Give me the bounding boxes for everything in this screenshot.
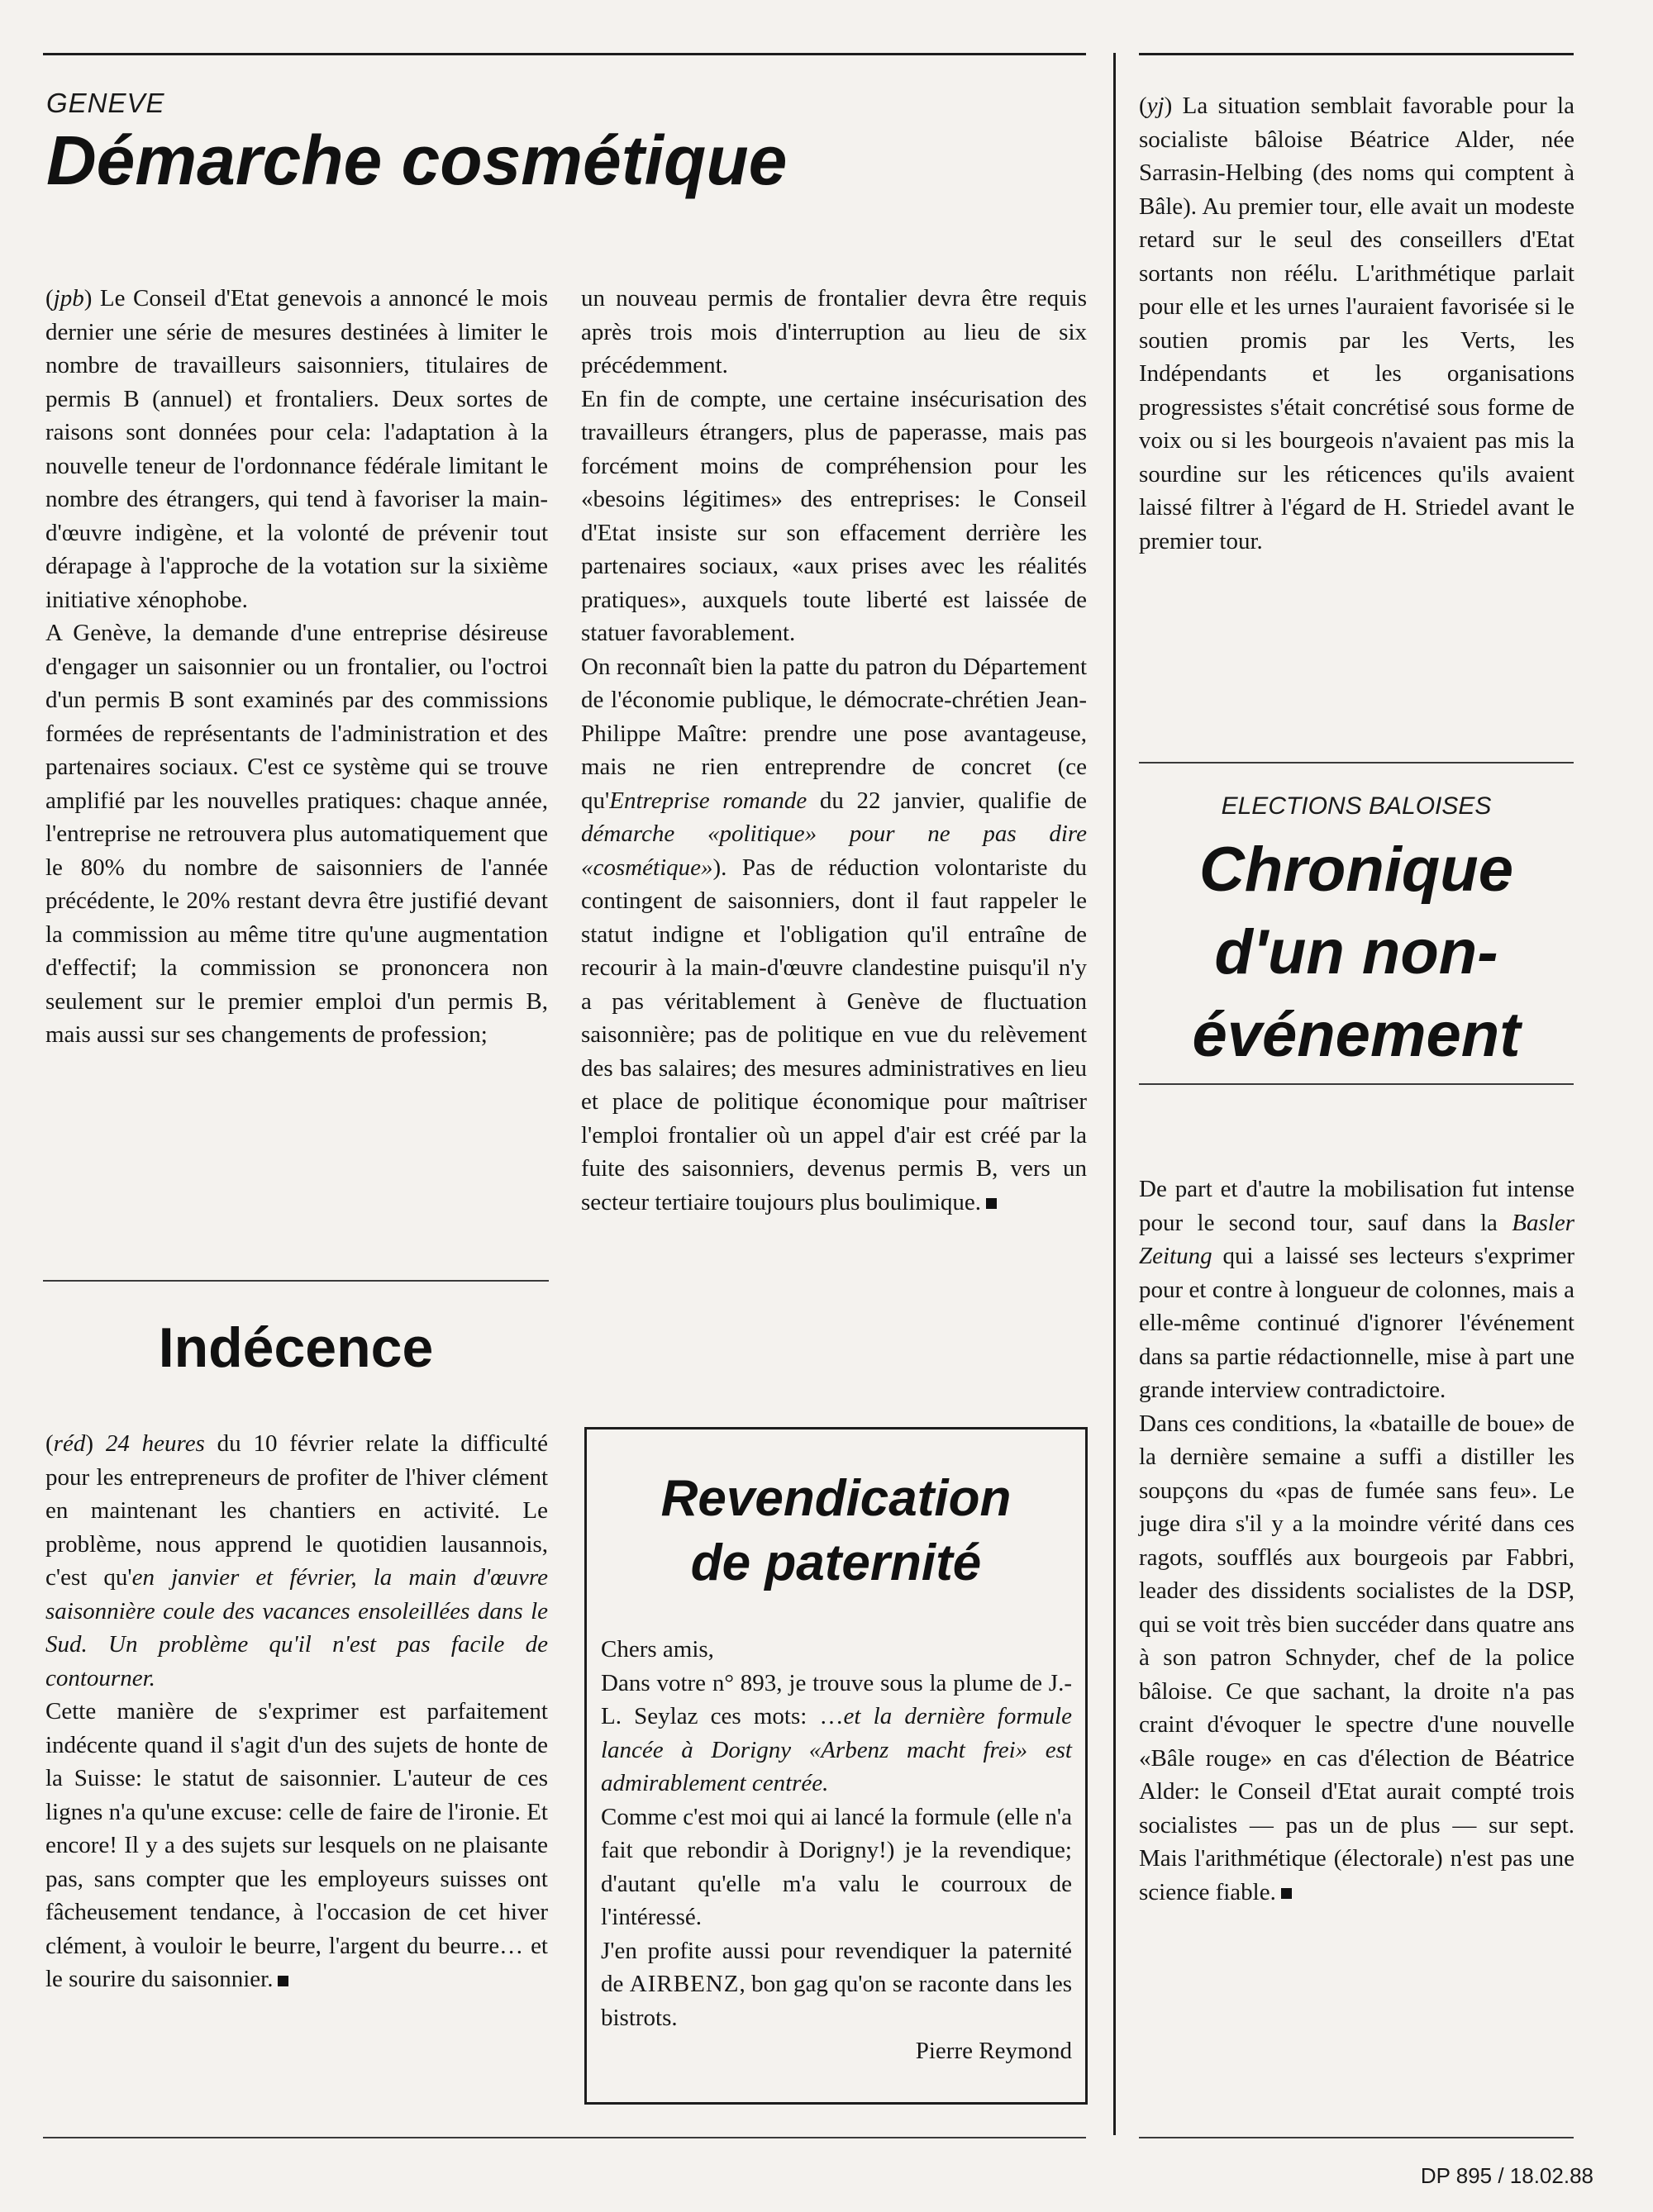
article4-paragraph-2 [1139,1407,1574,1910]
top-rule-left [43,53,1086,55]
article3-paragraph-3 [601,1934,1072,2035]
article3-title [587,1467,1085,1596]
article4-paragraph-1 [1139,1173,1574,1407]
bottom-rule-right [1139,2137,1574,2138]
article1-citation-2: démarche «politique» pour ne pas dire «cosmétique» [581,821,1087,881]
article2-top-rule [43,1280,549,1282]
article4-body [1139,1173,1574,1909]
article1-text-5a: On reconnaît bien la patte du patron du Département de l'économie publique, le démocrate-chrétien Jean-Philippe Maître: prendre une pose avantageuse, mais ne rien entreprendre de concret (ce qu' [581,653,1087,814]
article1-paragraph-5 [581,650,1087,1220]
bottom-rule-left [43,2137,1086,2138]
article4-text-1b: qui a laissé ses lecteurs s'exprimer pour et contre à longueur de colonnes, mais a elle-même continué d'ignorer l'événement dans sa partie rédactionnelle, mise à part une grande interview contradictoire. [1139,1243,1574,1403]
article4-newspaper: Basler Zeitung [1139,1209,1574,1269]
article3-paragraph-2: Comme c'est moi qui ai lancé la formule (elle n'a fait que rebondir à Dorigny!) je la revendique; d'autant qu'elle m'a valu le courroux de l'intéressé. [601,1803,1072,1930]
footer-issue: DP 895 / 18.02.88 [1420,2163,1593,2188]
article2-paragraph-1: (réd) 24 heures du 10 février relate la difficulté pour les entrepreneurs de profiter de l'hiver clément en maintenant les chantiers en activité. Le problème, nous apprend le quotidien lausannois, c'est qu'en janvier et février, la main d'œuvre saisonnière coule des vacances ensoleillées dans le Sud. Un problème qu'il n'est pas facile de contourner. [45,1430,548,1691]
article4-text-1a: De part et d'autre la mobilisation fut intense pour le second tour, sauf dans la [1139,1176,1574,1236]
article4-text-2: Dans ces conditions, la «bataille de boue» de la dernière semaine a suffi a distiller les soupçons du «pas de fumée sans feu». Le juge dira s'il y a la moindre vérité dans ces ragots, soufflés aux bourgeois par Fabbri, leader des dissidents socialistes de la DSP, qui se voit très bien succéder dans quatre ans à son patron Schnyder, chef de la police bâloise. Ce que sachant, la droite n'a pas craint d'évoquer le spectre d'une nouvelle «Bâle rouge» en cas d'élection de Béatrice Alder: le Conseil d'Etat aurait compté trois socialistes — pas un de plus — sur sept. Mais l'arithmétique (électorale) n'est pas une science fiable. [1139,1410,1574,1905]
article1-paragraph-3: un nouveau permis de frontalier devra être requis après trois mois d'interruption au lieu de six précédemment. [581,285,1087,378]
article2-body [45,1427,548,1996]
article3-paragraph-1 [601,1667,1072,1801]
article3-text-3a: J'en profite aussi pour revendiquer la paternité de [601,1937,1072,1997]
article1-author: jpb [53,285,84,312]
article2-paragraph-2 [45,1695,548,1996]
article1-paragraph-4: En fin de compte, une certaine insécurisation des travailleurs étrangers, plus de paperasse, mais pas forcément moins de compréhension pour les «besoins légitimes» des entreprises: le Conseil d'Etat insiste sur son effacement derrière les partenaires sociaux, «aux prises avec les réalités pratiques», auxquels toute liberté est laissée de statuer favorablement. [581,385,1087,646]
article4-author: yj [1146,93,1165,119]
article4-title-line-1: Chronique [1199,835,1513,905]
article1-paragraph-2: A Genève, la demande d'une entreprise désireuse d'engager un saisonnier ou un frontalier, ou l'octroi d'un permis B sont examinés par des commissions formées de représentants de l'administration et des partenaires sociaux. C'est ce système qui se trouve amplifié par les nouvelles pratiques: chaque année, l'entreprise ne retrouvera plus automatiquement que le 80% du nombre de saisonniers de l'année précédente, le 20% restant devra être justifié devant la commission au même titre qu'une augmentation d'effectif; la commission se prononcera non seulement sur le premier emploi d'un permis B, mais aussi sur ses changements de profession; [45,620,548,1048]
article3-title-line-2: de paternité [690,1534,982,1591]
article3-title-line-1: Revendication [660,1470,1012,1527]
article1-column-2 [581,282,1087,1219]
article1-kicker: GENEVE [46,88,165,118]
article3-text-1: Dans votre n° 893, je trouve sous la plume de J.-L. Seylaz ces mots: … [601,1669,1072,1729]
article1-citation-1: Entreprise romande [609,787,807,814]
article1-text-5c: ). Pas de réduction volontariste du contingent de saisonniers, dont il faut rappeler le statut indigne et l'obligation qu'il entraîne de recourir à la main-d'œuvre clandestine puisqu'il n'y a pas véritablement à Genève de fluctuation saisonnière; pas de politique en vue du relèvement des bas salaires; des mesures administratives en lieu et place de politique économique pour maîtriser l'emploi frontalier où un appel d'air est créé par la fuite des saisonniers, devenus permis B, vers un secteur tertiaire toujours plus boulimique. [581,854,1087,1215]
article4-intro-text: La situation semblait favorable pour la socialiste bâloise Béatrice Alder, née Sarrasin-Helbing (des noms qui comptent à Bâle). Au premier tour, elle avait un modeste retard sur le seul des conseillers d'Etat sortants non réélu. L'arithmétique parlait pour elle et les urnes l'auraient favorisée si le soutien promis par les Verts, les Indépendants et les organisations progressistes s'était concrétisé sous forme de voix ou si les bourgeois n'avaient pas mis la sourdine sur les réticences qu'ils avaient laissé filtrer à l'égard de H. Striedel avant le premier tour. [1139,93,1574,554]
article1-column-1 [45,282,548,1052]
column-divider [1113,53,1116,2135]
end-mark-icon [986,1198,997,1209]
article2-text-1: du 10 février relate la difficulté pour les entrepreneurs de profiter de l'hiver clément en maintenant les chantiers en activité. Le problème, nous apprend le quotidien lausannois, c'est qu' [45,1430,548,1591]
end-mark-icon [278,1976,288,1986]
top-rule-right [1139,53,1574,55]
article1-title: Démarche cosmétique [46,121,788,199]
article3-brand: AIRBENZ [629,1971,740,1997]
article4-title [1139,829,1574,1077]
article3-quote: et la dernière formule lancée à Dorigny «Arbenz macht frei» est admirablement centrée. [601,1703,1072,1796]
article4-intro-paragraph: (yj) La situation semblait favorable pour la socialiste bâloise Béatrice Alder, née Sarrasin-Helbing (des noms qui comptent à Bâle). Au premier tour, elle avait un modeste retard sur le seul des conseillers d'Etat sortants non réélu. L'arithmétique parlait pour elle et les urnes l'auraient favorisée si le soutien promis par les Verts, les Indépendants et les organisations progressistes s'était concrétisé sous forme de voix ou si les bourgeois n'avaient pas mis la sourdine sur les réticences qu'ils avaient laissé filtrer à l'égard de H. Striedel avant le premier tour. [1139,93,1574,554]
article4-title-rule [1139,1083,1574,1085]
article2-quote: en janvier et février, la main d'œuvre saisonnière coule des vacances ensoleillées dans le Sud. Un problème qu'il n'est pas facile de contourner. [45,1564,548,1691]
article4-title-line-3: événement [1192,1000,1521,1070]
article4-title-line-2: d'un non- [1214,917,1498,987]
article4-intro [1139,89,1574,558]
article1-paragraph-1: (jpb) Le Conseil d'Etat genevois a annoncé le mois dernier une série de mesures destinées à limiter le nombre de travailleurs saisonniers, titulaires de permis B (annuel) et frontaliers. Deux sortes de raisons sont données pour cela: l'adaptation à la nouvelle teneur de l'ordonnance fédérale limitant le nombre des étrangers, qui tend à favoriser la main-d'œuvre indigène, et la volonté de prévenir tout dérapage à l'approche de la votation sur la sixième initiative xénophobe. [45,285,548,613]
article2-author: réd [53,1430,86,1457]
article4-kicker: ELECTIONS BALOISES [1221,792,1492,820]
article2-title: Indécence [158,1316,434,1379]
article4-top-rule [1139,762,1574,763]
article2-newspaper: 24 heures [105,1430,205,1457]
article3-text-3b: , bon gag qu'on se raconte dans les bistrots. [601,1971,1072,2031]
article3-signature: Pierre Reymond [915,2038,1072,2064]
article3-greeting: Chers amis, [601,1636,714,1663]
article3-body [601,1633,1072,2068]
article1-text-5b: du 22 janvier, qualifie de [807,787,1087,814]
article3-box [584,1427,1088,2105]
end-mark-icon [1281,1888,1292,1899]
article2-text-2: Cette manière de s'exprimer est parfaitement indécente quand il s'agit d'un des sujets de honte de la Suisse: le statut de saisonnier. L'auteur de ces lignes n'a qu'une excuse: celle de faire de l'ironie. Et encore! Il y a des sujets sur lesquels on ne plaisante pas, sans compter que les employeurs suisses ont fâcheusement tendance, à l'occasion de cet hiver clément, à vouloir le beurre, l'argent du beurre… et le sourire du saisonnier. [45,1698,548,1992]
article1-text-1: Le Conseil d'Etat genevois a annoncé le mois dernier une série de mesures destinées à limiter le nombre de travailleurs saisonniers, titulaires de permis B (annuel) et frontaliers. Deux sortes de raisons sont données pour cela: l'adaptation à la nouvelle teneur de l'ordonnance fédérale limitant le nombre des étrangers, qui tend à favoriser la main-d'œuvre indigène, et la volonté de prévenir tout dérapage à l'approche de la votation sur la sixième initiative xénophobe. [45,285,548,613]
